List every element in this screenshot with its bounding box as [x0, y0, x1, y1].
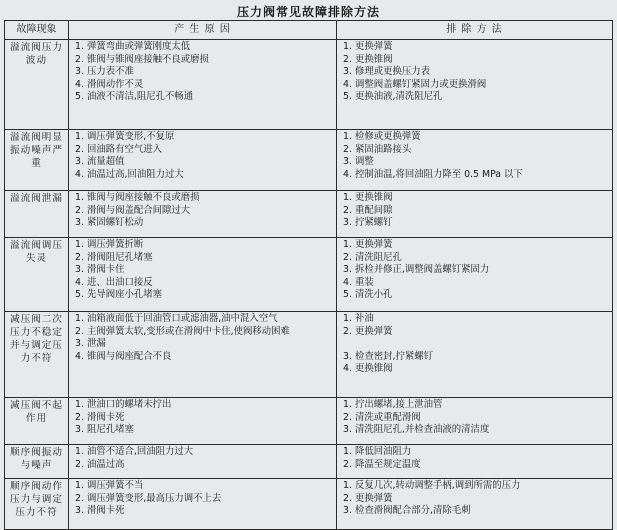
method-cell [337, 445, 613, 479]
list-item: 1. 反复几次,转动调整手柄,调到所需的压力 [343, 480, 521, 491]
list-item: 2. 滑阀与阀盖配合间隙过大 [75, 204, 191, 216]
table-row [5, 312, 613, 398]
spacer [340, 338, 609, 351]
cause-text: 流量超值 [87, 156, 125, 168]
method-text: 控制油温,将回油阻力降至 0.5 MPa 以下 [355, 168, 523, 180]
method-text: 更换锥阀 [355, 53, 393, 65]
symptom-cell: 溢流阀明显振动噪声严重 [5, 130, 69, 191]
cause-cell [69, 130, 337, 191]
list-item: 2. 油温过高 [75, 458, 125, 470]
list-item: 2. 重配间隙 [343, 204, 393, 216]
list-item: 5. 清洗小孔 [343, 289, 393, 301]
cause-text: 阻尼孔堵塞 [87, 424, 134, 436]
method-text: 修理或更换压力表 [355, 66, 431, 78]
list-item: 2. 更换弹簧 [343, 492, 393, 504]
cause-text: 泄油口的螺堵未拧出 [87, 399, 172, 410]
method-text: 更换弹簧 [355, 492, 393, 504]
list-item: 3. 阻尼孔堵塞 [75, 424, 134, 436]
cause-cell [69, 479, 337, 530]
method-text: 拧紧螺钉 [355, 217, 393, 229]
list-item: 1. 降低回油阻力 [343, 446, 412, 457]
table-row [5, 238, 613, 312]
method-text: 紧固油路接头 [355, 143, 412, 155]
method-text: 降低回油阻力 [355, 446, 412, 457]
cause-text: 滑阀阻尼孔堵塞 [87, 251, 153, 263]
header-row [5, 21, 613, 40]
method-text: 重配间隙 [355, 204, 393, 216]
list-item: 2. 清洗或重配滑阀 [343, 411, 421, 423]
method-text: 检查密封,拧紧螺钉 [355, 350, 433, 362]
symptom-cell: 顺序阀振动与噪声 [5, 445, 69, 479]
cause-text: 锥阀与阀座配合不良 [87, 350, 172, 362]
list-item: 2. 回油路有空气进入 [75, 143, 163, 155]
method-cell [337, 479, 613, 530]
list-item: 4. 重装 [343, 276, 374, 288]
list-item: 2. 调压弹簧变形,最高压力调不上去 [75, 492, 222, 504]
table-row [5, 445, 613, 479]
list-item: 3. 检查滑阀配合部分,清除毛刺 [343, 505, 471, 517]
fault-table [4, 20, 613, 530]
symptom-cell: 顺序阀动作压力与调定压力不符 [5, 479, 69, 530]
cause-text: 锥阀与锥阀座接触不良或磨损 [87, 53, 209, 65]
cause-text: 滑阀卡死 [87, 411, 125, 423]
method-text: 调整 [355, 156, 374, 168]
cause-text: 进、出油口接反 [87, 276, 153, 288]
method-text: 清洗阻尼孔,并检查油液的清洁度 [355, 424, 490, 436]
cause-cell [69, 191, 337, 238]
list-item: 2. 主阀弹簧太软,变形或在滑阀中卡住,使阀移动困难 [75, 325, 290, 337]
method-text: 反复几次,转动调整手柄,调到所需的压力 [355, 480, 521, 491]
method-cell [337, 238, 613, 312]
method-cell [337, 130, 613, 191]
method-cell [337, 40, 613, 130]
list-item: 5. 先导阀座小孔堵塞 [75, 289, 163, 301]
header-method: 排 除 方 法 [337, 21, 613, 40]
list-item: 2. 降温至规定温度 [343, 458, 421, 470]
list-item: 1. 更换弹簧 [343, 239, 393, 250]
cause-text: 滑阀卡住 [87, 264, 125, 276]
cause-text: 主阀弹簧太软,变形或在滑阀中卡住,使阀移动困难 [87, 325, 290, 337]
list-item: 4. 进、出油口接反 [75, 276, 153, 288]
list-item: 1. 调压弹簧折断 [75, 239, 144, 250]
document-title: 压力阀常见故障排除方法 [236, 5, 380, 19]
cause-text: 弹簧弯曲或弹簧刚度太低 [87, 41, 191, 52]
list-item: 1. 检修或更换弹簧 [343, 131, 421, 142]
list-item: 3. 清洗阻尼孔,并检查油液的清洁度 [343, 424, 490, 436]
method-text: 更换弹簧 [355, 41, 393, 52]
list-item: 3. 压力表不准 [75, 66, 134, 78]
cause-cell [69, 238, 337, 312]
list-item: 4. 控制油温,将回油阻力降至 0.5 MPa 以下 [343, 168, 523, 180]
list-item: 1. 更换锥阀 [343, 192, 393, 203]
cause-text: 滑阀动作不灵 [87, 78, 144, 90]
cause-text: 油温过高,回油阻力过大 [87, 168, 184, 180]
table-row [5, 191, 613, 238]
symptom-cell: 减压阀不起作用 [5, 398, 69, 445]
list-item: 3. 紧固螺钉松动 [75, 217, 144, 229]
list-item: 4. 滑阀动作不灵 [75, 78, 144, 90]
list-item: 1. 调压弹簧不当 [75, 480, 144, 491]
method-text: 更换油液,清洗阻尼孔 [355, 91, 443, 103]
list-item: 1. 弹簧弯曲或弹簧刚度太低 [75, 41, 191, 52]
method-text: 清洗阻尼孔 [355, 251, 402, 263]
list-item: 4. 锥阀与阀座配合不良 [75, 350, 172, 362]
cause-text: 滑阀卡死 [87, 505, 125, 517]
cause-text: 紧固螺钉松动 [87, 217, 144, 229]
table-row [5, 398, 613, 445]
method-text: 检查滑阀配合部分,清除毛刺 [355, 505, 471, 517]
cause-text: 油液不清洁,阻尼孔不畅通 [87, 91, 194, 103]
list-item: 3. 拧紧螺钉 [343, 217, 393, 229]
method-text: 更换锥阀 [355, 192, 393, 203]
cause-text: 调压弹簧不当 [87, 480, 144, 491]
method-cell [337, 312, 613, 398]
method-text: 拆检并修正,调整阀盖螺钉紧固力 [355, 264, 490, 276]
list-item: 1. 更换弹簧 [343, 41, 393, 52]
table-row [5, 479, 613, 530]
cause-cell [69, 40, 337, 130]
cause-text: 调压弹簧变形,最高压力调不上去 [87, 492, 222, 504]
cause-text: 泄漏 [87, 338, 106, 350]
method-text: 更换锥阀 [355, 363, 393, 375]
method-text: 更换弹簧 [355, 239, 393, 250]
list-item: 3. 拆检并修正,调整阀盖螺钉紧固力 [343, 264, 490, 276]
cause-text: 调压弹簧变形,不复原 [87, 131, 175, 142]
list-item: 4. 调整阀盖螺钉紧固力或更换滑阀 [343, 78, 487, 90]
cause-cell [69, 445, 337, 479]
method-text: 调整阀盖螺钉紧固力或更换滑阀 [355, 78, 487, 90]
list-item: 2. 更换锥阀 [343, 53, 393, 65]
list-item: 1. 调压弹簧变形,不复原 [75, 131, 175, 142]
table-row [5, 130, 613, 191]
list-item: 1. 泄油口的螺堵未拧出 [75, 399, 172, 410]
list-item: 3. 滑阀卡住 [75, 264, 125, 276]
symptom-cell: 溢流阀压力波动 [5, 40, 69, 130]
list-item: 3. 泄漏 [75, 338, 106, 350]
method-text: 清洗或重配滑阀 [355, 411, 421, 423]
list-item: 2. 紧固油路接头 [343, 143, 412, 155]
list-item: 3. 流量超值 [75, 156, 125, 168]
list-item: 2. 更换弹簧 [343, 325, 393, 337]
header-cause: 产 生 原 因 [69, 21, 337, 40]
cause-text: 油管不适合,回油阻力过大 [87, 446, 194, 457]
list-item: 4. 更换锥阀 [343, 363, 393, 375]
cause-cell [69, 312, 337, 398]
symptom-cell: 溢流阀调压失灵 [5, 238, 69, 312]
cause-text: 油箱液面低于回油管口或滤油器,油中混入空气 [87, 313, 278, 324]
list-item: 1. 油箱液面低于回油管口或滤油器,油中混入空气 [75, 313, 278, 324]
list-item: 2. 滑阀卡死 [75, 411, 125, 423]
list-item: 1. 油管不适合,回油阻力过大 [75, 446, 194, 457]
list-item: 5. 更换油液,清洗阻尼孔 [343, 91, 443, 103]
cause-text: 调压弹簧折断 [87, 239, 144, 250]
cause-cell [69, 398, 337, 445]
table-row [5, 40, 613, 130]
method-text: 重装 [355, 276, 374, 288]
list-item: 3. 调整 [343, 156, 374, 168]
cause-text: 油温过高 [87, 458, 125, 470]
list-item: 3. 滑阀卡死 [75, 505, 125, 517]
list-item: 2. 清洗阻尼孔 [343, 251, 402, 263]
cause-text: 回油路有空气进入 [87, 143, 163, 155]
method-text: 清洗小孔 [355, 289, 393, 301]
list-item: 5. 油液不清洁,阻尼孔不畅通 [75, 91, 194, 103]
symptom-cell: 减压阀二次压力不稳定并与调定压力不符 [5, 312, 69, 398]
method-text: 检修或更换弹簧 [355, 131, 421, 142]
list-item: 2. 滑阀阻尼孔堵塞 [75, 251, 153, 263]
method-cell [337, 398, 613, 445]
header-symptom: 故障现象 [5, 21, 69, 40]
method-text: 降温至规定温度 [355, 458, 421, 470]
symptom-cell: 溢流阀泄漏 [5, 191, 69, 238]
cause-text: 滑阀与阀盖配合间隙过大 [87, 204, 191, 216]
list-item: 1. 拧出螺堵,接上泄油管 [343, 399, 443, 410]
method-text: 拧出螺堵,接上泄油管 [355, 399, 443, 410]
list-item: 3. 修理或更换压力表 [343, 66, 431, 78]
list-item: 4. 油温过高,回油阻力过大 [75, 168, 184, 180]
cause-text: 先导阀座小孔堵塞 [87, 289, 163, 301]
list-item: 1. 锥阀与阀座接触不良或磨损 [75, 192, 200, 203]
list-item: 2. 锥阀与锥阀座接触不良或磨损 [75, 53, 209, 65]
method-text: 更换弹簧 [355, 325, 393, 337]
method-text: 补油 [355, 313, 374, 324]
list-item: 1. 补油 [343, 313, 374, 324]
cause-text: 压力表不准 [87, 66, 134, 78]
list-item: 3. 检查密封,拧紧螺钉 [343, 350, 433, 362]
cause-text: 锥阀与阀座接触不良或磨损 [87, 192, 200, 203]
method-cell [337, 191, 613, 238]
